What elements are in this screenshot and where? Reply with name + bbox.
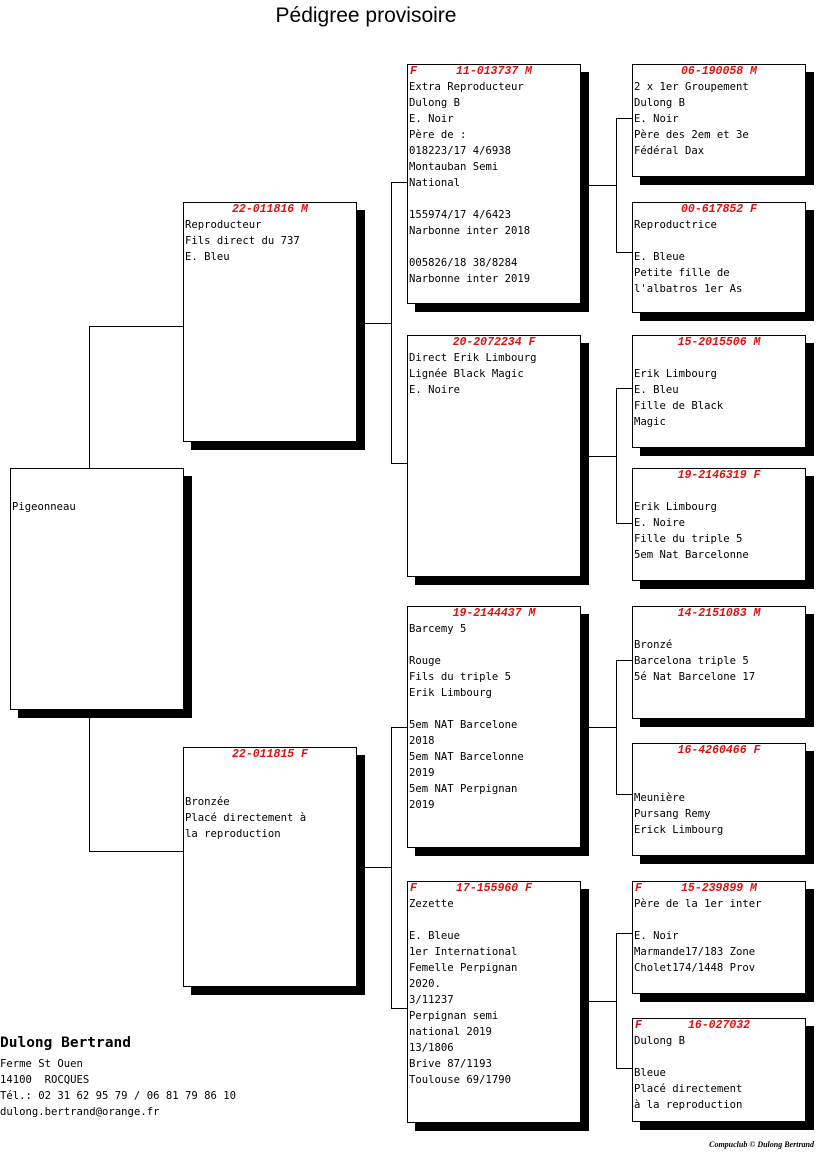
ring-number: 22-011816 M xyxy=(232,203,308,216)
ring-number: 06-190058 M xyxy=(681,65,757,78)
subject-box xyxy=(10,468,184,710)
box-header xyxy=(185,203,355,217)
breeder-info xyxy=(0,1034,236,1120)
connector-line xyxy=(589,456,616,457)
connector-line xyxy=(589,1001,616,1002)
connector-line xyxy=(365,323,391,324)
box-body: Barcemy 5 Rouge Fils du triple 5 Erik Limbourg 5em NAT Barcelone 2018 5em NAT Barcelonne 2019 5em NAT Perpignan 2019 xyxy=(409,623,524,811)
ring-number: 15-239899 M xyxy=(681,882,757,895)
ring-number: 11-013737 M xyxy=(456,65,532,78)
pedigree-box-fm xyxy=(407,335,581,577)
connector-line xyxy=(616,388,617,524)
connector-line xyxy=(89,851,184,852)
page-title: Pédigree provisoire xyxy=(275,4,457,27)
pedigree-box-mf xyxy=(407,606,581,848)
connector-line xyxy=(365,867,391,868)
ring-number: 16-027032 xyxy=(687,1019,751,1032)
box-body: Direct Erik Limbourg Lignée Black Magic E. Noire xyxy=(409,352,537,396)
box-header xyxy=(634,607,804,621)
pedigree-box-fff xyxy=(632,64,806,177)
connector-line xyxy=(391,1008,408,1009)
box-header xyxy=(409,65,579,79)
prefix-label: F xyxy=(635,882,642,895)
connector-line xyxy=(616,933,633,934)
box-body: Meunière Pursang Remy Erick Limbourg xyxy=(634,792,724,836)
box-header xyxy=(634,65,804,79)
connector-line xyxy=(616,933,617,1069)
box-body: Bronzé Barcelona triple 5 5é Nat Barcelone 17 xyxy=(634,639,756,683)
box-body: Extra Reproducteur Dulong B E. Noir Père de : 018223/17 4/6938 Montauban Semi National 155974/17 4/6423 Narbonne inter 2018 005826/18 38/8284 Narbonne inter 2019 xyxy=(409,81,531,285)
box-header xyxy=(409,336,579,350)
pedigree-box-fmm xyxy=(632,468,806,581)
connector-line xyxy=(589,727,616,728)
pedigree-box-mfm xyxy=(632,743,806,856)
connector-line xyxy=(616,794,633,795)
connector-line xyxy=(589,185,616,186)
box-body: Pigeonneau xyxy=(12,501,76,513)
connector-line xyxy=(391,727,408,728)
box-body: Père de la 1er inter E. Noir Marmande17/183 Zone Cholet174/1448 Prov xyxy=(634,898,762,974)
box-body: Dulong B Bleue Placé directement à la reproduction xyxy=(634,1035,743,1111)
copyright-notice: Compuclub © Dulong Bertrand xyxy=(709,1140,814,1149)
ring-number: 16-4260466 F xyxy=(677,744,761,757)
box-body: Erik Limbourg E. Noire Fille du triple 5 5em Nat Barcelonne xyxy=(634,501,749,561)
connector-line xyxy=(616,118,617,253)
box-body: Bronzée Placé directement à la reproduction xyxy=(185,796,307,840)
ring-number: 20-2072234 F xyxy=(452,336,536,349)
connector-line xyxy=(616,252,633,253)
ring-number: 19-2146319 F xyxy=(677,469,761,482)
box-header xyxy=(634,744,804,758)
connector-line xyxy=(616,660,633,661)
ring-number: 00-617852 F xyxy=(681,203,757,216)
breeder-name: Dulong Bertrand xyxy=(0,1035,131,1051)
ring-number: 17-155960 F xyxy=(456,882,532,895)
box-header xyxy=(185,748,355,762)
box-header xyxy=(634,882,804,896)
pedigree-box-ff xyxy=(407,64,581,304)
prefix-label: F xyxy=(635,1019,642,1032)
breeder-phone: Tél.: 02 31 62 95 79 / 06 81 79 86 10 xyxy=(0,1090,236,1102)
pedigree-box-mother xyxy=(183,747,357,987)
prefix-label: F xyxy=(410,65,417,78)
connector-line xyxy=(391,727,392,1009)
box-body: Reproducteur Fils direct du 737 E. Bleu xyxy=(185,219,300,263)
box-header xyxy=(634,336,804,350)
box-body: 2 x 1er Groupement Dulong B E. Noir Père des 2em et 3e Fédéral Dax xyxy=(634,81,749,157)
ring-number: 14-2151083 M xyxy=(677,607,761,620)
connector-line xyxy=(391,182,392,464)
connector-line xyxy=(391,463,408,464)
ring-number: 22-011815 F xyxy=(232,748,308,761)
pedigree-box-ffm xyxy=(632,202,806,313)
breeder-address1: Ferme St Ouen xyxy=(0,1058,83,1070)
connector-line xyxy=(616,118,633,119)
pedigree-box-mm xyxy=(407,881,581,1123)
connector-line xyxy=(616,523,633,524)
box-header xyxy=(12,469,182,483)
pedigree-box-mff xyxy=(632,606,806,719)
pedigree-box-mmf xyxy=(632,881,806,994)
pedigree-box-father xyxy=(183,202,357,442)
box-body: Erik Limbourg E. Bleu Fille de Black Magic xyxy=(634,368,724,428)
box-header xyxy=(409,882,579,896)
pedigree-box-fmf xyxy=(632,335,806,448)
box-header xyxy=(409,607,579,621)
connector-line xyxy=(616,660,617,795)
connector-line xyxy=(89,326,184,327)
ring-number: 15-2015506 M xyxy=(677,336,761,349)
breeder-address2: 14100 ROCQUES xyxy=(0,1074,90,1086)
connector-line xyxy=(391,182,408,183)
box-body: Zezette E. Bleue 1er International Femelle Perpignan 2020. 3/11237 Perpignan semi national 2019 13/1806 Brive 87/1193 Toulouse 69/1790 xyxy=(409,898,518,1086)
box-header xyxy=(634,469,804,483)
breeder-email: dulong.bertrand@orange.fr xyxy=(0,1106,160,1118)
connector-line xyxy=(616,1068,633,1069)
ring-number: 19-2144437 M xyxy=(452,607,536,620)
pedigree-box-mmm xyxy=(632,1018,806,1122)
box-header xyxy=(634,1019,804,1033)
connector-line xyxy=(616,388,633,389)
box-header xyxy=(634,203,804,217)
prefix-label: F xyxy=(410,882,417,895)
box-body: Reproductrice E. Bleue Petite fille de l'albatros 1er As xyxy=(634,219,743,295)
